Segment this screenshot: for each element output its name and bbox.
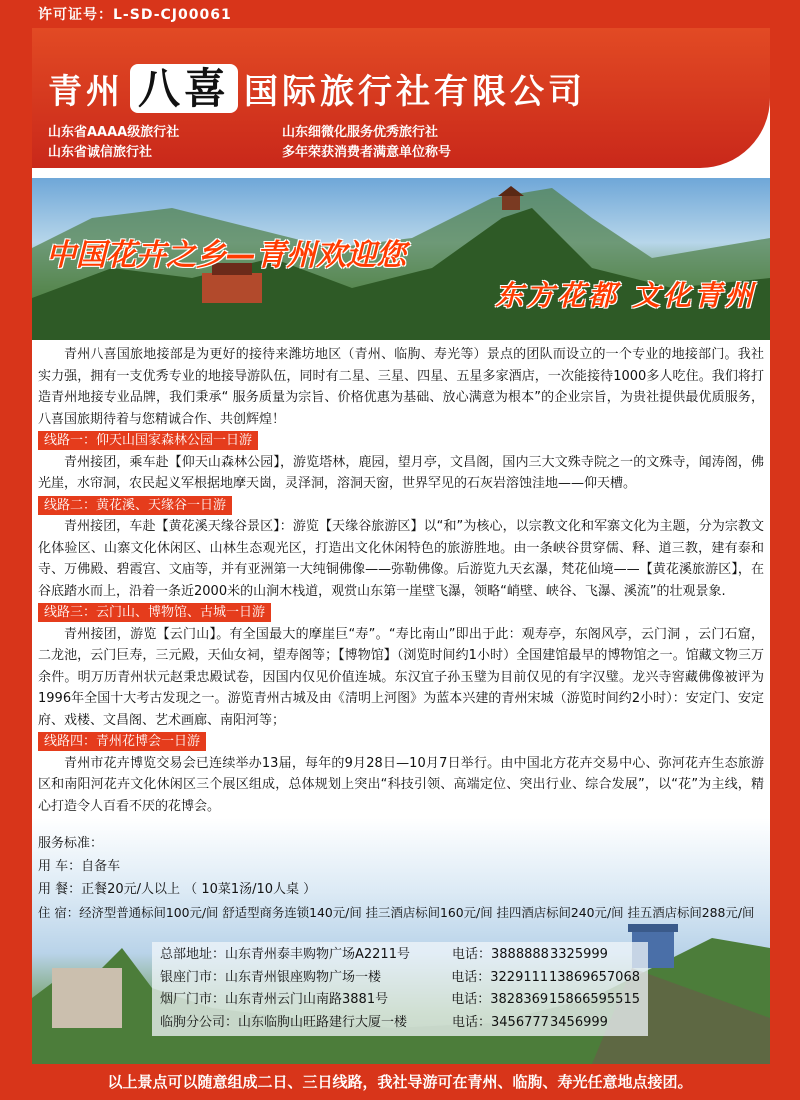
honor-4: 多年荣获消费者满意单位称号: [282, 145, 452, 160]
contact-address: 银座门市：山东青州银座购物广场一楼: [160, 969, 382, 985]
honor-3: 山东省诚信旅行社: [48, 145, 153, 160]
service-car: 用 车：自备车: [38, 859, 121, 874]
license-number: 许可证号：L-SD-CJ00061: [38, 7, 232, 23]
honor-1: 山东省AAAA级旅行社: [48, 125, 180, 140]
contact-row: [160, 967, 640, 990]
honor-2: 山东细微化服务优秀旅行社: [282, 125, 439, 140]
service-meal: 用 餐：正餐20元/人以上 （ 10菜1汤/10人桌 ）: [38, 882, 317, 897]
contact-address: 临朐分公司：山东临朐山旺路建行大厦一楼: [160, 1014, 408, 1030]
route-title-1: 线路一：仰天山国家森林公园一日游: [38, 431, 258, 450]
contact-phone: 电话：3229111: [451, 969, 549, 985]
route-text-3: 青州接团，游览【云门山】。有全国最大的摩崖巨“寿”。“寿比南山”即出于此：观寿亭，东阁风亭，云门洞 ，云门石窟，二龙池，云门巨寿，三元殿，天仙女祠，望寿阁等；【博物馆】（浏览时间约1小时）全国建馆最早的博物馆之一。馆藏文物三万余件。明万历青州状元赵秉忠殿试卷，因国内仅见价值连城。东汉宜子孙玉璧为目前仅见的有字汉璧。龙兴寺窖藏佛像被评为1996年全国十大考古发现之一。游览青州古城及由《清明上河图》为蓝本兴建的青州宋城（游览时间约2小时）：安定门、安定府、戏楼、文昌阁、艺术画廊、南阳河等；: [38, 626, 764, 728]
contact-row: [160, 944, 640, 967]
contact-row: [160, 989, 640, 1012]
main-content: [38, 344, 764, 817]
contact-phone-2: 13869657068: [549, 969, 640, 985]
route-title-2: 线路二：黄花溪、天缘谷一日游: [38, 496, 232, 515]
contact-box: [152, 942, 648, 1036]
company-suffix: 国际旅行社有限公司: [244, 72, 587, 112]
route-text-4: 青州市花卉博览交易会已连续举办13届，每年的9月28日—10月7日举行。由中国北方花卉交易中心、弥河花卉生态旅游区和南阳河花卉文化休闲区三个展区组成，总体规划上突出“科技引领、高端定位、突出行业、综合发展”，以“花”为主线，精心打造令人百看不厌的花博会。: [38, 755, 764, 814]
header-band: [32, 28, 770, 168]
route-title-4: 线路四：青州花博会一日游: [38, 732, 206, 751]
slogan-welcome: 中国花卉之乡—青州欢迎您: [46, 238, 406, 273]
service-title: 服务标准：: [38, 836, 104, 851]
brand-logo: 八喜: [130, 64, 238, 113]
scenic-banner: [32, 178, 770, 340]
intro-paragraph: 青州八喜国旅地接部是为更好的接待来潍坊地区（青州、临朐、寿光等）景点的团队而设立的一个专业的地接部门。我社实力强，拥有一支优秀专业的地接导游队伍，同时有二星、三星、四星、五星多家酒店，一次能接待1000多人吃住。我们将打造青州地接专业品牌，我们秉承“ 服务质量为宗旨、价格优惠为基础、放心满意为根本”的企业宗旨，为贵社提供最优质服务，八喜国旅期待着与您精诚合作、共创辉煌！: [38, 347, 764, 427]
contact-phone: 电话：3456777: [452, 1014, 549, 1030]
contact-phone-2: 3325999: [550, 947, 608, 962]
company-name: [48, 56, 586, 116]
flyer: [32, 28, 770, 1064]
footer-note: 以上景点可以随意组成二日、三日线路，我社导游可在青州、临朐、寿光任意地点接团。: [107, 1073, 693, 1091]
contact-address: 烟厂门市：山东青州云门山南路3881号: [160, 992, 389, 1007]
contact-address: 总部地址：山东青州泰丰购物广场A2211号: [160, 947, 410, 962]
route-text-1: 青州接团，乘车赴【仰天山森林公园】，游览塔林，鹿园，望月亭，文昌阁，国内三大文殊寺院之一的文殊寺，闻涛阁，佛光崖，水帘洞，农民起义军根据地摩天崮，灵泽洞，溶洞天窗，世界罕见的石灰岩溶蚀洼地——仰天槽。: [38, 454, 764, 491]
contact-phone-2: 15866595515: [549, 992, 640, 1007]
contact-phone: 电话：3828369: [451, 992, 549, 1007]
contact-phone: 电话：3888888: [452, 947, 549, 962]
service-hotel: 住 宿：经济型普通标间100元/间 舒适型商务连锁140元/间 挂三酒店标间160元/间 挂四酒店标间240元/间 挂五酒店标间288元/间: [38, 905, 755, 920]
slogan-city: 东方花都 文化青州: [495, 279, 756, 312]
company-prefix: 青州: [48, 72, 124, 112]
contact-phone-2: 3456999: [550, 1014, 608, 1030]
route-title-3: 线路三：云门山、博物馆、古城一日游: [38, 603, 271, 622]
contact-row: [160, 1012, 640, 1035]
service-standards: [38, 832, 764, 924]
route-text-2: 青州接团，车赴【黄花溪天缘谷景区】：游览【天缘谷旅游区】以“和”为核心，以宗教文化和军寨文化为主题，分为宗教文化体验区、山寨文化休闲区、山林生态观光区，打造出文化休闲特色的旅游胜地。由一条峡谷贯穿儒、释、道三教，建有泰和寺、万佛殿、碧霞宫、文庙等，并有亚洲第一大纯铜佛像——弥勒佛像。后游览九天玄瀑，梵花仙境——【黄花溪旅游区】，在谷底踏水而上，沿着一条近2000米的山涧木栈道，观赏山东第一崖壁飞瀑，领略“峭壁、峡谷、飞瀑、溪流”的壮观景象.: [38, 519, 764, 599]
